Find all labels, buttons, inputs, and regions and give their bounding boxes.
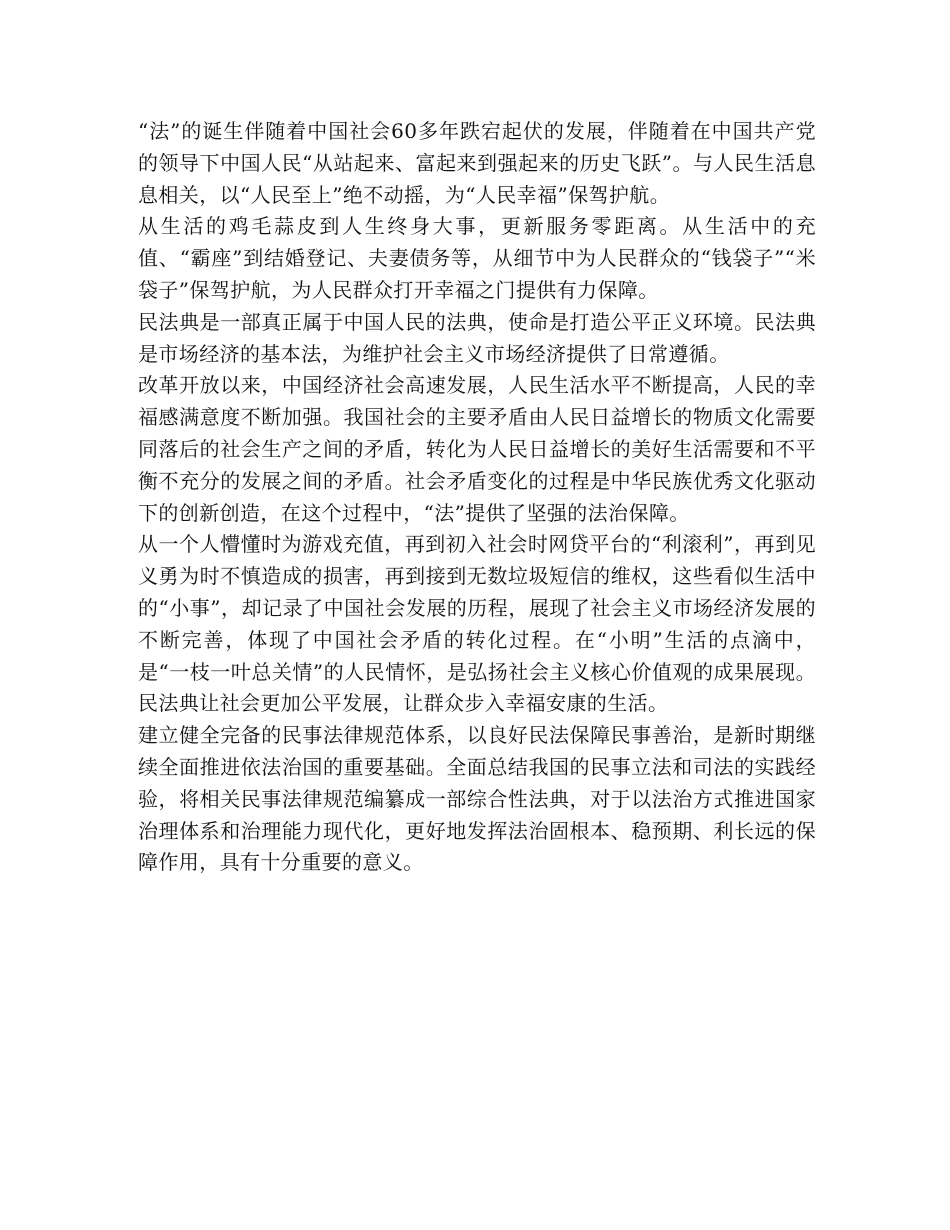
paragraph-5: 从一个人懵懂时为游戏充值，再到初入社会时网贷平台的“利滚利”，再到见义勇为时不慎造成的损害，再到接到无数垃圾短信的维权，这些看似生活中的“小事”，却记录了中国社会发展的历程，展现了社会主义市场经济发展的不断完善，体现了中国社会矛盾的转化过程。在“小明”生活的点滴中，是“一枝一叶总关情”的人民情怀，是弘扬社会主义核心价值观的成果展现。民法典让社会更加公平发展，让群众步入幸福安康的生活。	[138, 532, 816, 716]
paragraph-1: “法”的诞生伴随着中国社会60多年跌宕起伏的发展，伴随着在中国共产党的领导下中国人民“从站起来、富起来到强起来的历史飞跃”。与人民生活息息相关，以“人民至上”绝不动摇，为“人民幸福”保驾护航。	[138, 119, 816, 207]
paragraph-2: 从生活的鸡毛蒜皮到人生终身大事，更新服务零距离。从生活中的充值、“霸座”到结婚登记、夫妻债务等，从细节中为人民群众的“钱袋子”“米袋子”保驾护航，为人民群众打开幸福之门提供有力保障。	[138, 214, 816, 302]
paragraph-4: 改革开放以来，中国经济社会高速发展，人民生活水平不断提高，人民的幸福感满意度不断加强。我国社会的主要矛盾由人民日益增长的物质文化需要同落后的社会生产之间的矛盾，转化为人民日益增长的美好生活需要和不平衡不充分的发展之间的矛盾。社会矛盾变化的过程是中华民族优秀文化驱动下的创新创造，在这个过程中，“法”提供了坚强的法治保障。	[138, 373, 816, 525]
paragraph-3: 民法典是一部真正属于中国人民的法典，使命是打造公平正义环境。民法典是市场经济的基本法，为维护社会主义市场经济提供了日常遵循。	[138, 309, 816, 366]
paragraph-6: 建立健全完备的民事法律规范体系，以良好民法保障民事善治，是新时期继续全面推进依法治国的重要基础。全面总结我国的民事立法和司法的实践经验，将相关民事法律规范编纂成一部综合性法典，对于以法治方式推进国家治理体系和治理能力现代化，更好地发挥法治固根本、稳预期、利长远的保障作用，具有十分重要的意义。	[138, 723, 816, 875]
document-body	[138, 116, 816, 879]
